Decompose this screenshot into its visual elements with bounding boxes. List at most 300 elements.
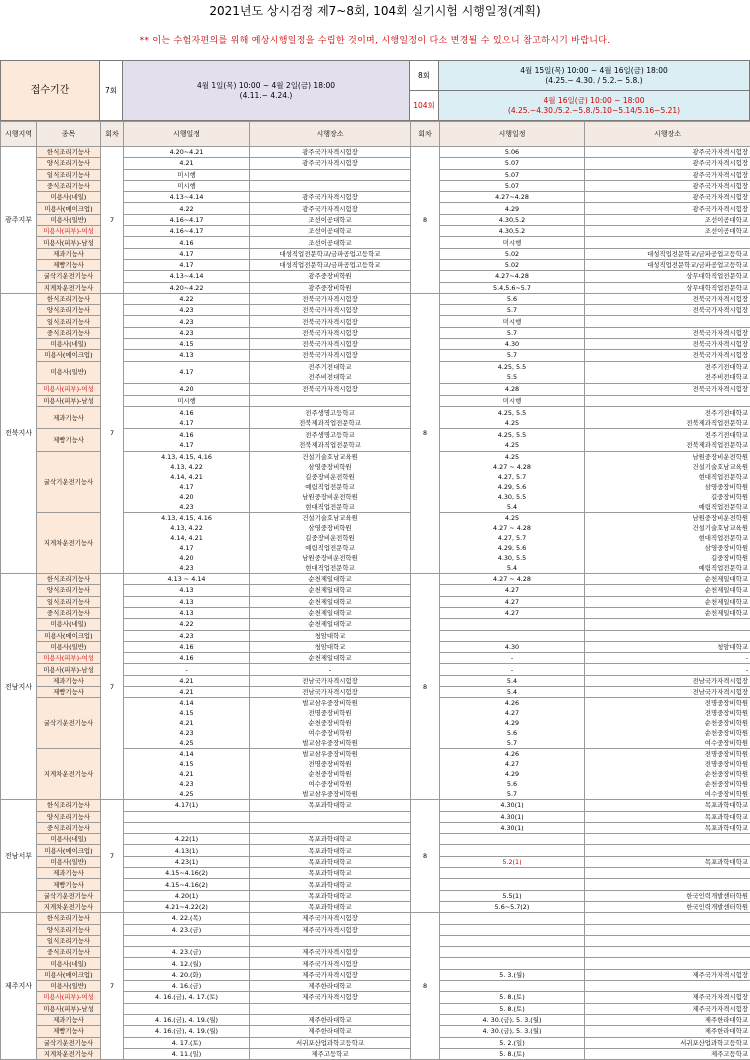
schedule7-cell: - bbox=[124, 664, 250, 675]
venue7-cell: 제주국가자격시험장 bbox=[250, 913, 411, 924]
venue8-cell: 조선이공대학교 bbox=[585, 214, 750, 225]
schedule7-cell: 4.13 bbox=[124, 350, 250, 361]
venue7-cell: 건설기술호남교육원 삼영중장비학원 길중장비운전학원 예림직업전문학교 남원중장비운전학원 현대직업전문학교 bbox=[250, 452, 411, 513]
venue8-cell: 전북국가자격시험장 bbox=[585, 305, 750, 316]
venue7-cell: 광주중장비학원 bbox=[250, 282, 411, 293]
schedule-table bbox=[0, 121, 750, 1060]
round104-period-range: (4.25.~4.30./5.2.~5.8./5.10~5.14/5.16~5.21) bbox=[508, 106, 680, 116]
schedule8-cell: 4.30 bbox=[440, 339, 585, 350]
exam-item-cell: 양식조리기능사 bbox=[37, 585, 101, 596]
venue7-cell: 청암대학교 bbox=[250, 641, 411, 652]
exam-item-cell: 제빵기능사 bbox=[37, 259, 101, 270]
reception-header bbox=[0, 60, 750, 121]
schedule8-cell: 5.4,5.6~5.7 bbox=[440, 282, 585, 293]
round7-period: 4월 1일(목) 10:00 ~ 4월 2일(금) 18:00 bbox=[197, 81, 335, 91]
exam-item-cell: 양식조리기능사 bbox=[37, 811, 101, 822]
venue7-cell: 목포과학대학교 bbox=[250, 879, 411, 890]
schedule8-cell: - bbox=[440, 664, 585, 675]
venue8-cell: 상무대학직업전문학교 bbox=[585, 282, 750, 293]
exam-item-cell: 제빵기능사 bbox=[37, 879, 101, 890]
schedule7-cell: 4. 16.(금), 4. 19.(월) bbox=[124, 1014, 250, 1025]
exam-item-cell: 미용사(피부)-여성 bbox=[37, 226, 101, 237]
exam-item-cell: 미용사(네일) bbox=[37, 958, 101, 969]
venue7-cell: 광주국가자격시험장 bbox=[250, 158, 411, 169]
venue7-cell: 전북국가자격시험장 bbox=[250, 339, 411, 350]
venue8-cell: 전북국가자격시험장 bbox=[585, 350, 750, 361]
venue7-cell: 서귀포산업과학고등학교 bbox=[250, 1037, 411, 1048]
round8-cell: 8 bbox=[411, 800, 440, 913]
schedule8-cell: 5.7 bbox=[440, 350, 585, 361]
venue7-cell bbox=[250, 1003, 411, 1014]
schedule8-cell: 4.29 bbox=[440, 203, 585, 214]
notice-text: ** 이는 수험자편의를 위해 예상시행일정을 수립한 것이며, 시행일정이 다소 변경될 수 있으니 참고하시기 바랍니다. bbox=[0, 22, 750, 60]
schedule8-cell: 4.30 bbox=[440, 641, 585, 652]
schedule8-cell: 미시행 bbox=[440, 237, 585, 248]
venue7-cell: 전북국가자격시험장 bbox=[250, 384, 411, 395]
region-cell: 전북지사 bbox=[1, 293, 37, 573]
schedule7-cell: 4.22 bbox=[124, 293, 250, 304]
exam-item-cell: 지게차운전기능사 bbox=[37, 1048, 101, 1059]
exam-item-cell: 제과기능사 bbox=[37, 675, 101, 686]
venue7-cell: 전남국가자격시험장 bbox=[250, 675, 411, 686]
schedule8-cell: 4.30(1) bbox=[440, 811, 585, 822]
schedule7-cell: 4.16 bbox=[124, 237, 250, 248]
schedule8-cell: 4.30,5.2 bbox=[440, 214, 585, 225]
region-cell: 전남서부 bbox=[1, 800, 37, 913]
schedule7-cell: 4.16 bbox=[124, 653, 250, 664]
venue8-cell: 대성직업전문학교/금파공업고등학교 bbox=[585, 259, 750, 270]
schedule7-cell: 4. 23.(금) bbox=[124, 947, 250, 958]
venue7-cell: 대성직업전문학교/금파공업고등학교 bbox=[250, 259, 411, 270]
venue7-cell: 전주생명고등학교 전북제과직업전문학교 bbox=[250, 406, 411, 429]
round7-cell: 7 bbox=[101, 913, 124, 1060]
schedule7-cell: 4.16 4.17 bbox=[124, 406, 250, 429]
col-venue: 시행장소 bbox=[250, 122, 411, 147]
table-row bbox=[1, 293, 750, 304]
venue8-cell: 제주국가자격시험장 bbox=[585, 969, 750, 980]
venue8-cell: - bbox=[585, 664, 750, 675]
schedule8-cell: 5.7 bbox=[440, 327, 585, 338]
schedule7-cell: 4.13 bbox=[124, 607, 250, 618]
schedule7-cell: 미시행 bbox=[124, 169, 250, 180]
venue8-cell bbox=[585, 924, 750, 935]
schedule7-cell: 4.23 bbox=[124, 316, 250, 327]
exam-item-cell: 양식조리기능사 bbox=[37, 158, 101, 169]
exam-item-cell: 중식조리기능사 bbox=[37, 327, 101, 338]
schedule8-cell: 5.5(1) bbox=[440, 890, 585, 901]
venue8-cell: 광주국가자격시험장 bbox=[585, 192, 750, 203]
venue8-cell bbox=[585, 316, 750, 327]
exam-item-cell: 미용사(메이크업) bbox=[37, 969, 101, 980]
venue7-cell: 조선이공대학교 bbox=[250, 214, 411, 225]
schedule8-cell: 4.30(1) bbox=[440, 822, 585, 833]
schedule8-cell: 5.02 bbox=[440, 248, 585, 259]
venue8-cell: 한국인력개발센터학원 bbox=[585, 901, 750, 912]
round7-label: 7회 bbox=[99, 60, 123, 121]
venue8-cell: 전주기전대학교 전북제과직업전문학교 bbox=[585, 406, 750, 429]
exam-item-cell: 일식조리기능사 bbox=[37, 169, 101, 180]
round8-period-range: (4.25.~ 4.30. / 5.2.~ 5.8.) bbox=[545, 76, 642, 86]
venue7-cell: 광주국가자격시험장 bbox=[250, 192, 411, 203]
exam-item-cell: 미용사(피부)-남성 bbox=[37, 1003, 101, 1014]
region-cell: 광주지부 bbox=[1, 147, 37, 294]
exam-item-cell: 미용사(네일) bbox=[37, 834, 101, 845]
schedule7-cell: 4.16~4.17 bbox=[124, 226, 250, 237]
round8-cell: 8 bbox=[411, 913, 440, 1060]
exam-item-cell: 미용사(일반) bbox=[37, 214, 101, 225]
venue8-cell: 전남국가자격시험장 bbox=[585, 686, 750, 697]
round7-period-range: (4.11.~ 4.24.) bbox=[240, 91, 293, 101]
schedule8-cell bbox=[440, 924, 585, 935]
exam-item-cell: 제빵기능사 bbox=[37, 1026, 101, 1037]
schedule8-cell: 5. 3.(월) bbox=[440, 969, 585, 980]
venue7-cell: 전남국가자격시험장 bbox=[250, 686, 411, 697]
venue8-cell: 제주국가자격시험장 bbox=[585, 992, 750, 1003]
round8-cell: 8 bbox=[411, 293, 440, 573]
exam-item-cell: 한식조리기능사 bbox=[37, 913, 101, 924]
venue8-cell: 전명중장비학원 전명중장비학원 순천중장비학원 순천중장비학원 여수중장비학원 bbox=[585, 698, 750, 749]
schedule8-cell: 5.07 bbox=[440, 169, 585, 180]
round7-cell: 7 bbox=[101, 293, 124, 573]
schedule7-cell: 4. 12.(월) bbox=[124, 958, 250, 969]
col-venue2: 시행장소 bbox=[585, 122, 750, 147]
schedule8-cell: 5.07 bbox=[440, 180, 585, 191]
venue7-cell bbox=[250, 180, 411, 191]
schedule8-cell: 4.30,5.2 bbox=[440, 226, 585, 237]
venue7-cell: 제주한라대학교 bbox=[250, 1014, 411, 1025]
venue8-cell: 제주한라대학교 bbox=[585, 1026, 750, 1037]
schedule8-cell: 4.27~4.28 bbox=[440, 271, 585, 282]
exam-item-cell: 굴삭기운전기능사 bbox=[37, 698, 101, 749]
venue7-cell: 목포과학대학교 bbox=[250, 868, 411, 879]
exam-item-cell: 미용사(피부)-남성 bbox=[37, 395, 101, 406]
schedule8-cell: 4.27~4.28 bbox=[440, 192, 585, 203]
venue7-cell: 목포과학대학교 bbox=[250, 890, 411, 901]
round8-period-cell bbox=[438, 60, 750, 91]
venue8-cell: 상무대학직업전문학교 bbox=[585, 271, 750, 282]
venue7-cell: 전북국가자격시험장 bbox=[250, 316, 411, 327]
schedule7-cell: 4.16~4.17 bbox=[124, 214, 250, 225]
col-region: 시행지역 bbox=[1, 122, 37, 147]
exam-item-cell: 미용사(네일) bbox=[37, 192, 101, 203]
schedule7-cell: 4. 17.(토) bbox=[124, 1037, 250, 1048]
schedule7-cell: 4.20(1) bbox=[124, 890, 250, 901]
venue8-cell: 광주국가자격시험장 bbox=[585, 203, 750, 214]
venue8-cell: 제주한라대학교 bbox=[585, 1014, 750, 1025]
venue8-cell: 순천제일대학교 bbox=[585, 607, 750, 618]
exam-item-cell: 지게차운전기능사 bbox=[37, 513, 101, 574]
schedule7-cell: 4. 16.(금), 4. 17.(토) bbox=[124, 992, 250, 1003]
venue7-cell: 제주한라대학교 bbox=[250, 981, 411, 992]
schedule7-cell: 4.15 bbox=[124, 339, 250, 350]
venue7-cell: 전주생명고등학교 전북제과직업전문학교 bbox=[250, 429, 411, 452]
schedule8-cell bbox=[440, 981, 585, 992]
venue8-cell bbox=[585, 845, 750, 856]
venue8-cell bbox=[585, 395, 750, 406]
schedule7-cell bbox=[124, 935, 250, 946]
venue8-cell: 조선이공대학교 bbox=[585, 226, 750, 237]
schedule7-cell: 4.23(1) bbox=[124, 856, 250, 867]
schedule7-cell: 4.13 bbox=[124, 596, 250, 607]
col-round: 회차 bbox=[101, 122, 124, 147]
schedule8-cell: 5.07 bbox=[440, 158, 585, 169]
schedule7-cell: 4.23 bbox=[124, 305, 250, 316]
col-item: 종목 bbox=[37, 122, 101, 147]
schedule8-cell: 5.7 bbox=[440, 305, 585, 316]
schedule8-cell: 5.06 bbox=[440, 147, 585, 158]
schedule8-cell bbox=[440, 947, 585, 958]
schedule8-cell bbox=[440, 958, 585, 969]
venue8-cell: - bbox=[585, 653, 750, 664]
venue8-cell: 전북국가자격시험장 bbox=[585, 384, 750, 395]
venue8-cell: 전주기전대학교 전주비전대학교 bbox=[585, 361, 750, 384]
schedule8-cell: 4.27 bbox=[440, 596, 585, 607]
schedule8-cell: 5.4 bbox=[440, 686, 585, 697]
exam-item-cell: 미용사(일반) bbox=[37, 361, 101, 384]
schedule8-cell: 5.02 bbox=[440, 259, 585, 270]
exam-item-cell: 미용사(일반) bbox=[37, 856, 101, 867]
exam-item-cell: 중식조리기능사 bbox=[37, 822, 101, 833]
schedule7-cell: 4. 20.(화) bbox=[124, 969, 250, 980]
schedule8-cell: 4.27 bbox=[440, 607, 585, 618]
exam-item-cell: 중식조리기능사 bbox=[37, 180, 101, 191]
schedule7-cell bbox=[124, 811, 250, 822]
exam-item-cell: 제과기능사 bbox=[37, 1014, 101, 1025]
schedule8-cell bbox=[440, 619, 585, 630]
schedule7-cell: 4.15~4.16(2) bbox=[124, 879, 250, 890]
venue8-cell bbox=[585, 868, 750, 879]
venue7-cell: 광주국가자격시험장 bbox=[250, 147, 411, 158]
schedule7-cell bbox=[124, 1003, 250, 1014]
round104-period: 4월 16일(금) 10:00 ~ 18:00 bbox=[544, 96, 645, 106]
schedule7-cell: 4.13~4.14 bbox=[124, 271, 250, 282]
schedule8-cell bbox=[440, 630, 585, 641]
round8-label: 8회 bbox=[409, 60, 439, 91]
round7-period-cell bbox=[122, 60, 410, 121]
schedule8-cell: 4.25, 5.5 5.5 bbox=[440, 361, 585, 384]
venue7-cell: 목포과학대학교 bbox=[250, 800, 411, 811]
venue7-cell bbox=[250, 811, 411, 822]
venue8-cell: 전주기전대학교 전북제과직업전문학교 bbox=[585, 429, 750, 452]
schedule7-cell: 4.13(1) bbox=[124, 845, 250, 856]
schedule7-cell: 4.16 bbox=[124, 641, 250, 652]
region-cell: 전남지사 bbox=[1, 574, 37, 800]
exam-item-cell: 지게차운전기능사 bbox=[37, 749, 101, 800]
venue8-cell: 전북국가자격시험장 bbox=[585, 327, 750, 338]
schedule8-cell: 5. 8.(토) bbox=[440, 992, 585, 1003]
venue8-cell: 남원중장비운전학원 건설기술호남교육원 현대직업전문학교 삼영중장비학원 길중장비학원 예림직업전문학교 bbox=[585, 452, 750, 513]
exam-item-cell: 미용사(네일) bbox=[37, 619, 101, 630]
venue7-cell: 광주중장비학원 bbox=[250, 271, 411, 282]
venue7-cell: 조선이공대학교 bbox=[250, 226, 411, 237]
venue7-cell: 전주기전대학교 전주비전대학교 bbox=[250, 361, 411, 384]
round8-cell: 8 bbox=[411, 574, 440, 800]
schedule7-cell: 미시행 bbox=[124, 395, 250, 406]
venue7-cell: 제주고등학교 bbox=[250, 1048, 411, 1059]
venue8-cell: 목포과학대학교 bbox=[585, 800, 750, 811]
schedule8-cell: 5.6 bbox=[440, 293, 585, 304]
exam-item-cell: 미용사(메이크업) bbox=[37, 203, 101, 214]
schedule8-cell: 5.2(1) bbox=[440, 856, 585, 867]
venue8-cell: 순천제일대학교 bbox=[585, 585, 750, 596]
schedule8-cell: 5.4 bbox=[440, 675, 585, 686]
schedule8-cell: - bbox=[440, 653, 585, 664]
exam-item-cell: 미용사(일반) bbox=[37, 981, 101, 992]
venue8-cell bbox=[585, 630, 750, 641]
exam-item-cell: 중식조리기능사 bbox=[37, 607, 101, 618]
table-row bbox=[1, 800, 750, 811]
schedule7-cell: 4.17 bbox=[124, 259, 250, 270]
schedule7-cell: 4.17 bbox=[124, 361, 250, 384]
venue7-cell: 순천제일대학교 bbox=[250, 607, 411, 618]
venue7-cell: 제주국가자격시험장 bbox=[250, 924, 411, 935]
schedule7-cell: 4. 16.(금) bbox=[124, 981, 250, 992]
table-row bbox=[1, 574, 750, 585]
venue7-cell bbox=[250, 935, 411, 946]
venue8-cell: 순천제일대학교 bbox=[585, 574, 750, 585]
venue8-cell: 광주국가자격시험장 bbox=[585, 169, 750, 180]
schedule7-cell: 4.21~4.22(2) bbox=[124, 901, 250, 912]
venue7-cell: 대성직업전문학교/금파공업고등학교 bbox=[250, 248, 411, 259]
venue7-cell: 청암대학교 bbox=[250, 630, 411, 641]
schedule8-cell: 4.28 bbox=[440, 384, 585, 395]
exam-item-cell: 미용사(피부)-여성 bbox=[37, 992, 101, 1003]
venue8-cell: 순천제일대학교 bbox=[585, 596, 750, 607]
venue8-cell bbox=[585, 935, 750, 946]
round7-cell: 7 bbox=[101, 147, 124, 294]
venue7-cell: - bbox=[250, 664, 411, 675]
round7-cell: 7 bbox=[101, 800, 124, 913]
exam-item-cell: 지게차운전기능사 bbox=[37, 282, 101, 293]
col-schedule: 시행일정 bbox=[124, 122, 250, 147]
schedule7-cell: 4. 22.(목) bbox=[124, 913, 250, 924]
venue7-cell: 목포과학대학교 bbox=[250, 845, 411, 856]
schedule8-cell: 4.27 bbox=[440, 585, 585, 596]
region-cell: 제주지사 bbox=[1, 913, 37, 1060]
venue8-cell: 전북국가자격시험장 bbox=[585, 293, 750, 304]
venue7-cell: 순천제일대학교 bbox=[250, 653, 411, 664]
venue8-cell bbox=[585, 981, 750, 992]
schedule7-cell: 4. 16.(금), 4. 19.(월) bbox=[124, 1026, 250, 1037]
venue8-cell: 대성직업전문학교/금파공업고등학교 bbox=[585, 248, 750, 259]
schedule7-cell: 4.23 bbox=[124, 630, 250, 641]
venue8-cell: 광주국가자격시험장 bbox=[585, 147, 750, 158]
schedule8-cell: 4.27 ~ 4.28 bbox=[440, 574, 585, 585]
exam-item-cell: 미용사(메이크업) bbox=[37, 630, 101, 641]
venue8-cell: 전북국가자격시험장 bbox=[585, 339, 750, 350]
venue8-cell: 목포과학대학교 bbox=[585, 856, 750, 867]
schedule7-cell: 4.20~4.21 bbox=[124, 147, 250, 158]
venue8-cell bbox=[585, 958, 750, 969]
venue8-cell: 한국인력개발센터학원 bbox=[585, 890, 750, 901]
venue8-cell bbox=[585, 913, 750, 924]
schedule8-cell bbox=[440, 868, 585, 879]
exam-item-cell: 제과기능사 bbox=[37, 868, 101, 879]
exam-item-cell: 미용사(네일) bbox=[37, 339, 101, 350]
schedule7-cell: 4.13~4.14 bbox=[124, 192, 250, 203]
venue8-cell: 전명중장비학원 전명중장비학원 순천중장비학원 순천중장비학원 여수중장비학원 bbox=[585, 749, 750, 800]
exam-item-cell: 미용사(일반) bbox=[37, 641, 101, 652]
round8-cell: 8 bbox=[411, 147, 440, 294]
exam-item-cell: 미용사(메이크업) bbox=[37, 845, 101, 856]
schedule7-cell: 4.13 ~ 4.14 bbox=[124, 574, 250, 585]
venue7-cell: 목포과학대학교 bbox=[250, 901, 411, 912]
schedule7-cell: 4.21 bbox=[124, 675, 250, 686]
schedule7-cell: 4.23 bbox=[124, 327, 250, 338]
venue7-cell: 전북국가자격시험장 bbox=[250, 305, 411, 316]
exam-item-cell: 굴삭기운전기능사 bbox=[37, 452, 101, 513]
exam-item-cell: 일식조리기능사 bbox=[37, 935, 101, 946]
venue7-cell: 순천제일대학교 bbox=[250, 619, 411, 630]
venue8-cell bbox=[585, 947, 750, 958]
exam-item-cell: 중식조리기능사 bbox=[37, 947, 101, 958]
schedule7-cell: 4.13, 4.15, 4.16 4.13, 4.22 4.14, 4.21 4.17 4.20 4.23 bbox=[124, 452, 250, 513]
venue7-cell: 순천제일대학교 bbox=[250, 596, 411, 607]
venue7-cell: 제주국가자격시험장 bbox=[250, 969, 411, 980]
venue7-cell: 목포과학대학교 bbox=[250, 856, 411, 867]
round104-label: 104회 bbox=[409, 90, 439, 121]
schedule7-cell: 4.15~4.16(2) bbox=[124, 868, 250, 879]
exam-item-cell: 미용사(피부)-남성 bbox=[37, 237, 101, 248]
exam-item-cell: 제과기능사 bbox=[37, 248, 101, 259]
exam-item-cell: 양식조리기능사 bbox=[37, 924, 101, 935]
exam-item-cell: 한식조리기능사 bbox=[37, 800, 101, 811]
schedule8-cell bbox=[440, 845, 585, 856]
page-title: 2021년도 상시검정 제7~8회, 104회 실기시험 시행일정(계획) bbox=[0, 0, 750, 22]
exam-item-cell: 한식조리기능사 bbox=[37, 574, 101, 585]
venue7-cell: 순천제일대학교 bbox=[250, 574, 411, 585]
schedule8-cell: 4.25 4.27 ~ 4.28 4.27, 5.7 4.29, 5.6 4.30, 5.5 5.4 bbox=[440, 452, 585, 513]
exam-item-cell: 미용사(피부)-여성 bbox=[37, 384, 101, 395]
exam-item-cell: 한식조리기능사 bbox=[37, 293, 101, 304]
schedule7-cell: 4. 23.(금) bbox=[124, 924, 250, 935]
exam-item-cell: 굴삭기운전기능사 bbox=[37, 1037, 101, 1048]
schedule8-cell bbox=[440, 935, 585, 946]
schedule7-cell: 4.17(1) bbox=[124, 800, 250, 811]
exam-item-cell: 미용사(피부)-여성 bbox=[37, 653, 101, 664]
exam-item-cell: 일식조리기능사 bbox=[37, 596, 101, 607]
venue7-cell: 벌교삼우중장비학원 전명중장비학원 순천중장비학원 여수중장비학원 벌교삼우중장비학원 bbox=[250, 749, 411, 800]
schedule7-cell: 4.14 4.15 4.21 4.23 4.25 bbox=[124, 698, 250, 749]
schedule7-cell: 4.22(1) bbox=[124, 834, 250, 845]
exam-item-cell: 굴삭기운전기능사 bbox=[37, 890, 101, 901]
schedule8-cell bbox=[440, 913, 585, 924]
schedule7-cell: 4.13 bbox=[124, 585, 250, 596]
schedule8-cell: 4.25, 5.5 4.25 bbox=[440, 429, 585, 452]
exam-item-cell: 굴삭기운전기능사 bbox=[37, 271, 101, 282]
venue7-cell: 건설기술호남교육원 삼영중장비학원 길중장비운전학원 예림직업전문학교 남원중장비운전학원 현대직업전문학교 bbox=[250, 513, 411, 574]
venue8-cell bbox=[585, 619, 750, 630]
venue7-cell: 조선이공대학교 bbox=[250, 237, 411, 248]
schedule7-cell: 4.22 bbox=[124, 619, 250, 630]
schedule8-cell: 4. 30.(금), 5. 3.(월) bbox=[440, 1026, 585, 1037]
venue8-cell: 제주고등학교 bbox=[585, 1048, 750, 1059]
schedule7-cell: 4.21 bbox=[124, 158, 250, 169]
venue7-cell: 목포과학대학교 bbox=[250, 834, 411, 845]
venue8-cell: 전남국가자격시험장 bbox=[585, 675, 750, 686]
schedule8-cell: 4.30(1) bbox=[440, 800, 585, 811]
venue7-cell bbox=[250, 395, 411, 406]
table-row bbox=[1, 913, 750, 924]
round7-cell: 7 bbox=[101, 574, 124, 800]
venue7-cell: 벌교삼우중장비학원 전명중장비학원 순천중장비학원 여수중장비학원 벌교삼우중장비학원 bbox=[250, 698, 411, 749]
schedule8-cell: 5. 8.(토) bbox=[440, 1003, 585, 1014]
schedule7-cell: 4.20 bbox=[124, 384, 250, 395]
venue7-cell bbox=[250, 169, 411, 180]
venue8-cell: 서귀포산업과학고등학교 bbox=[585, 1037, 750, 1048]
table-row bbox=[1, 147, 750, 158]
exam-item-cell: 제빵기능사 bbox=[37, 429, 101, 452]
